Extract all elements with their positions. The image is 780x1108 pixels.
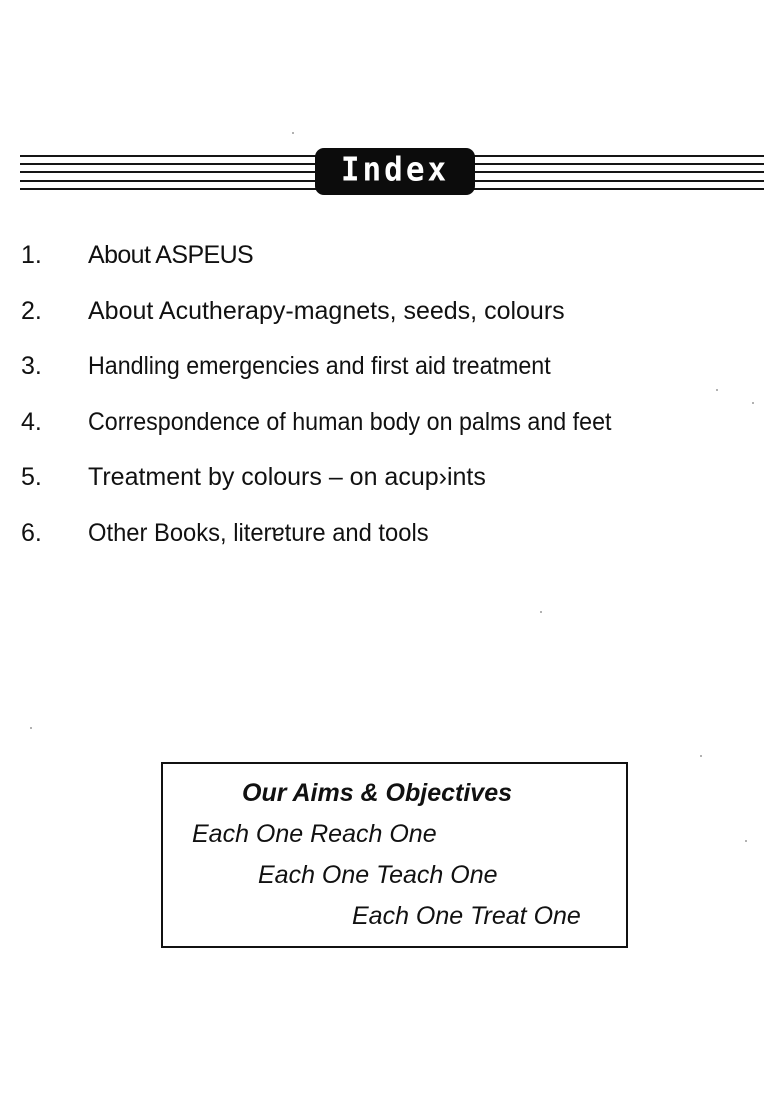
index-header-band <box>20 148 764 195</box>
toc-item-label: Other Books, literɐture and tools <box>88 519 429 547</box>
toc-item-other-books <box>0 518 780 548</box>
aims-title: Our Aims & Objectives <box>242 779 512 807</box>
scan-speck <box>700 755 702 757</box>
scan-speck <box>30 727 32 729</box>
toc-item-correspondence <box>0 407 780 437</box>
aims-line-reach: Each One Reach One <box>192 820 437 848</box>
scan-speck <box>716 389 718 391</box>
scan-speck <box>745 840 747 842</box>
aims-line-teach: Each One Teach One <box>258 861 498 889</box>
toc-item-number: 6. <box>21 519 42 547</box>
toc-item-number: 2. <box>21 297 42 325</box>
toc-item-acutherapy <box>0 296 780 326</box>
toc-item-label: Handling emergencies and first aid treatment <box>88 352 551 380</box>
scan-speck <box>752 402 754 404</box>
aims-line-treat: Each One Treat One <box>352 902 581 930</box>
toc-item-number: 4. <box>21 408 42 436</box>
toc-item-colour-treatment <box>0 462 780 492</box>
page-title: Index <box>340 151 450 189</box>
toc-item-number: 3. <box>21 352 42 380</box>
toc-item-number: 5. <box>21 463 42 491</box>
toc-item-label: Treatment by colours – on acup›ints <box>88 463 486 491</box>
toc-item-number: 1. <box>21 241 42 269</box>
toc-item-emergencies <box>0 351 780 381</box>
toc-item-label: About Acutherapy-magnets, seeds, colours <box>88 297 565 325</box>
aims-objectives-box <box>161 762 628 948</box>
scan-speck <box>292 132 294 134</box>
index-title-badge <box>315 148 475 195</box>
toc-item-label: Correspondence of human body on palms and feet <box>88 408 612 436</box>
scan-speck <box>540 611 542 613</box>
toc-item-about-aspeus <box>0 240 780 270</box>
toc-item-label: About ASPEUS <box>88 241 254 269</box>
